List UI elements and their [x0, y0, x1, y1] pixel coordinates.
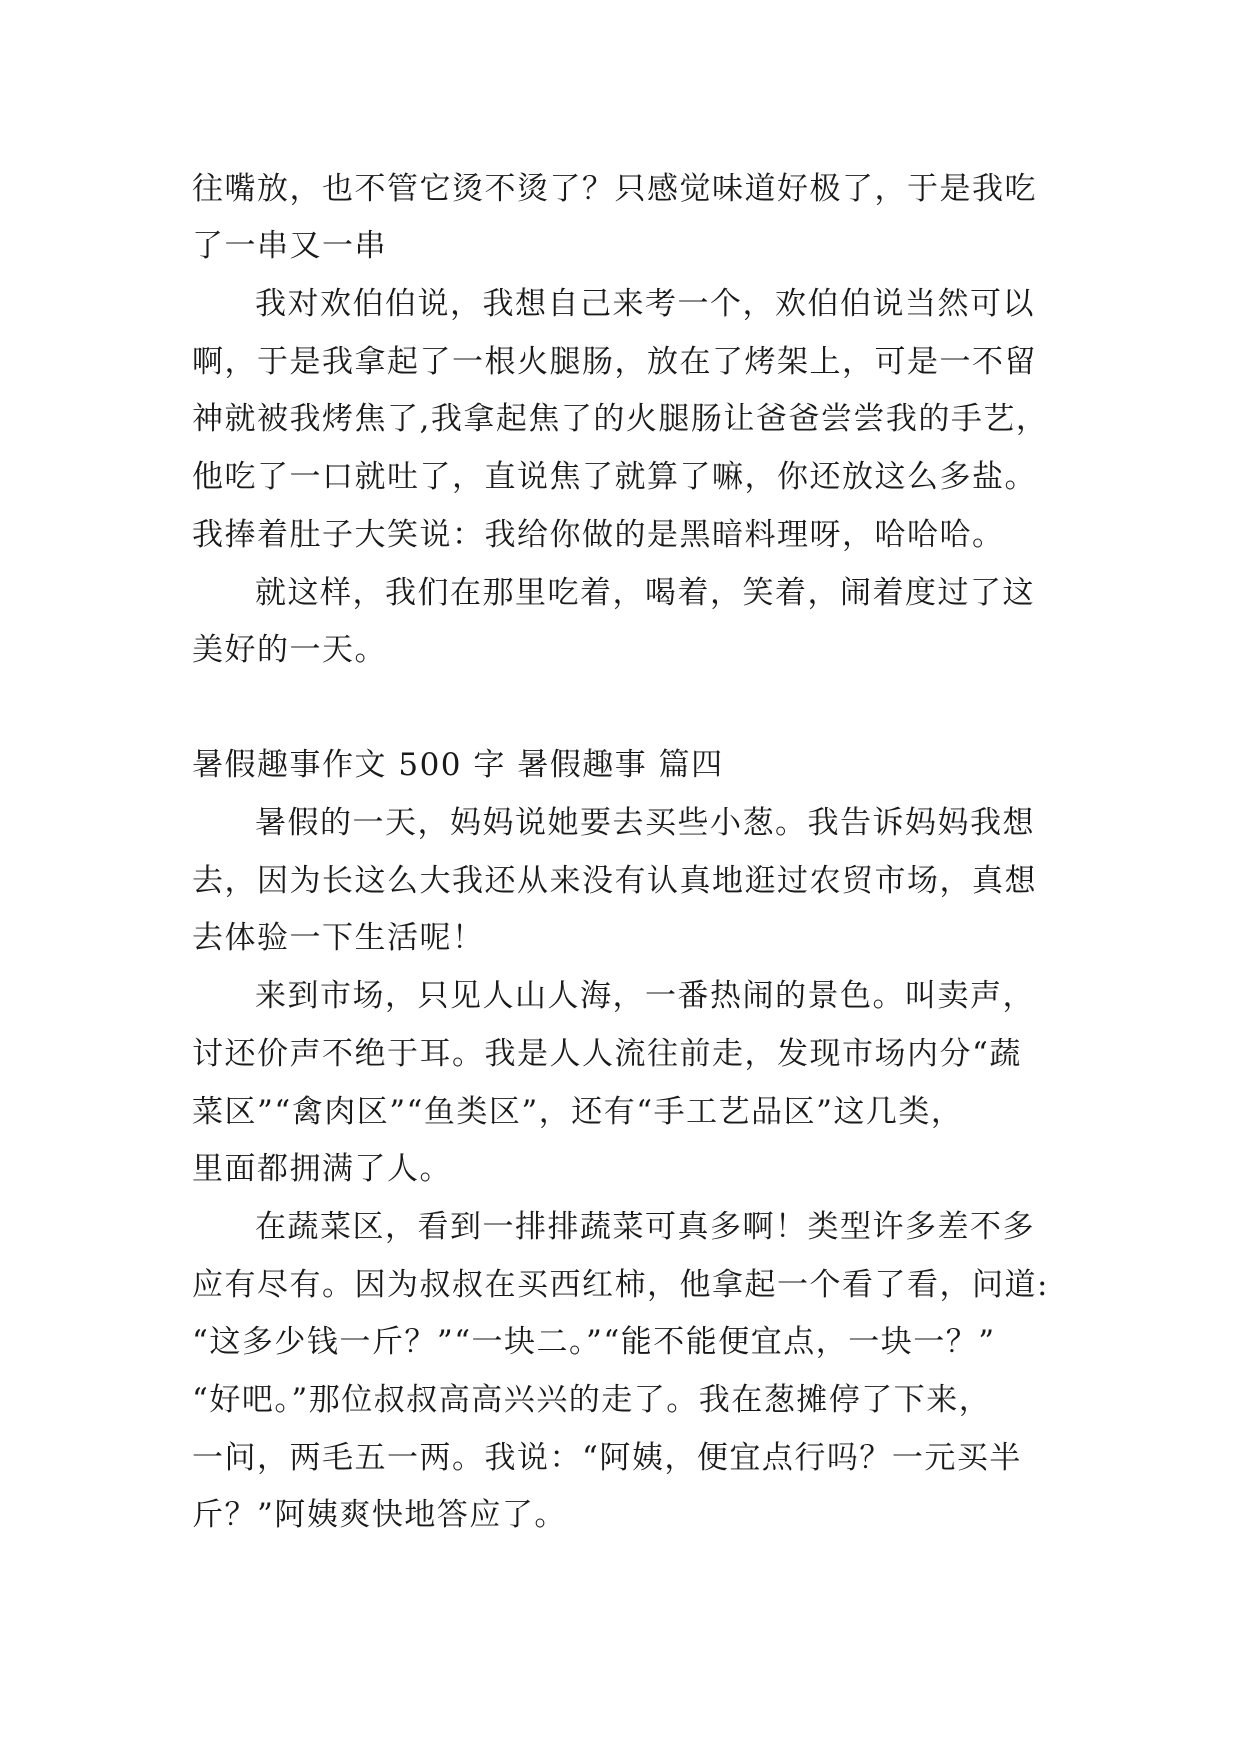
- text-line: 斤？”阿姨爽快地答应了。: [192, 1497, 567, 1533]
- text-line: 菜区”“禽肉区”“鱼类区”，还有“手工艺品区”这几类，: [192, 1094, 964, 1130]
- text-line: 就这样，我们在那里吃着，喝着，笑着，闹着度过了这: [255, 575, 1035, 611]
- text-line: 暑假的一天，妈妈说她要去买些小葱。我告诉妈妈我想: [255, 805, 1035, 841]
- text-line: 往嘴放，也不管它烫不烫了？只感觉味道好极了，于是我吃: [192, 171, 1037, 207]
- text-line: “好吧。”那位叔叔高高兴兴的走了。我在葱摊停了下来，: [192, 1382, 992, 1418]
- text-line: 了一串又一串: [192, 228, 387, 264]
- section-heading: 暑假趣事作文 500 字 暑假趣事 篇四: [192, 747, 724, 783]
- text-line: 啊，于是我拿起了一根火腿肠，放在了烤架上，可是一不留: [192, 344, 1037, 380]
- text-line: 应有尽有。因为叔叔在买西红柿，他拿起一个看了看，问道:: [192, 1267, 1049, 1303]
- text-line: 去体验一下生活呢！: [192, 920, 485, 956]
- text-line: 他吃了一口就吐了，直说焦了就算了嘛，你还放这么多盐。: [192, 459, 1037, 495]
- text-line: 美好的一天。: [192, 632, 387, 668]
- text-line: 我捧着肚子大笑说：我给你做的是黑暗料理呀，哈哈哈。: [192, 517, 1005, 553]
- text-line: 来到市场，只见人山人海，一番热闹的景色。叫卖声，: [255, 978, 1035, 1014]
- text-line: “这多少钱一斤？”“一块二。”“能不能便宜点，一块一？”: [192, 1324, 996, 1360]
- text-line: 我对欢伯伯说，我想自己来考一个，欢伯伯说当然可以: [255, 286, 1035, 322]
- text-line: 讨还价声不绝于耳。我是人人流往前走，发现市场内分“蔬: [192, 1036, 1022, 1072]
- text-line: 里面都拥满了人。: [192, 1151, 452, 1187]
- text-line: 去，因为长这么大我还从来没有认真地逛过农贸市场，真想: [192, 863, 1037, 899]
- text-line: 神就被我烤焦了,我拿起焦了的火腿肠让爸爸尝尝我的手艺，: [192, 401, 1049, 437]
- text-line: 一问，两毛五一两。我说：“阿姨，便宜点行吗？一元买半: [192, 1440, 1022, 1476]
- text-line: 在蔬菜区，看到一排排蔬菜可真多啊！类型许多差不多: [255, 1209, 1035, 1245]
